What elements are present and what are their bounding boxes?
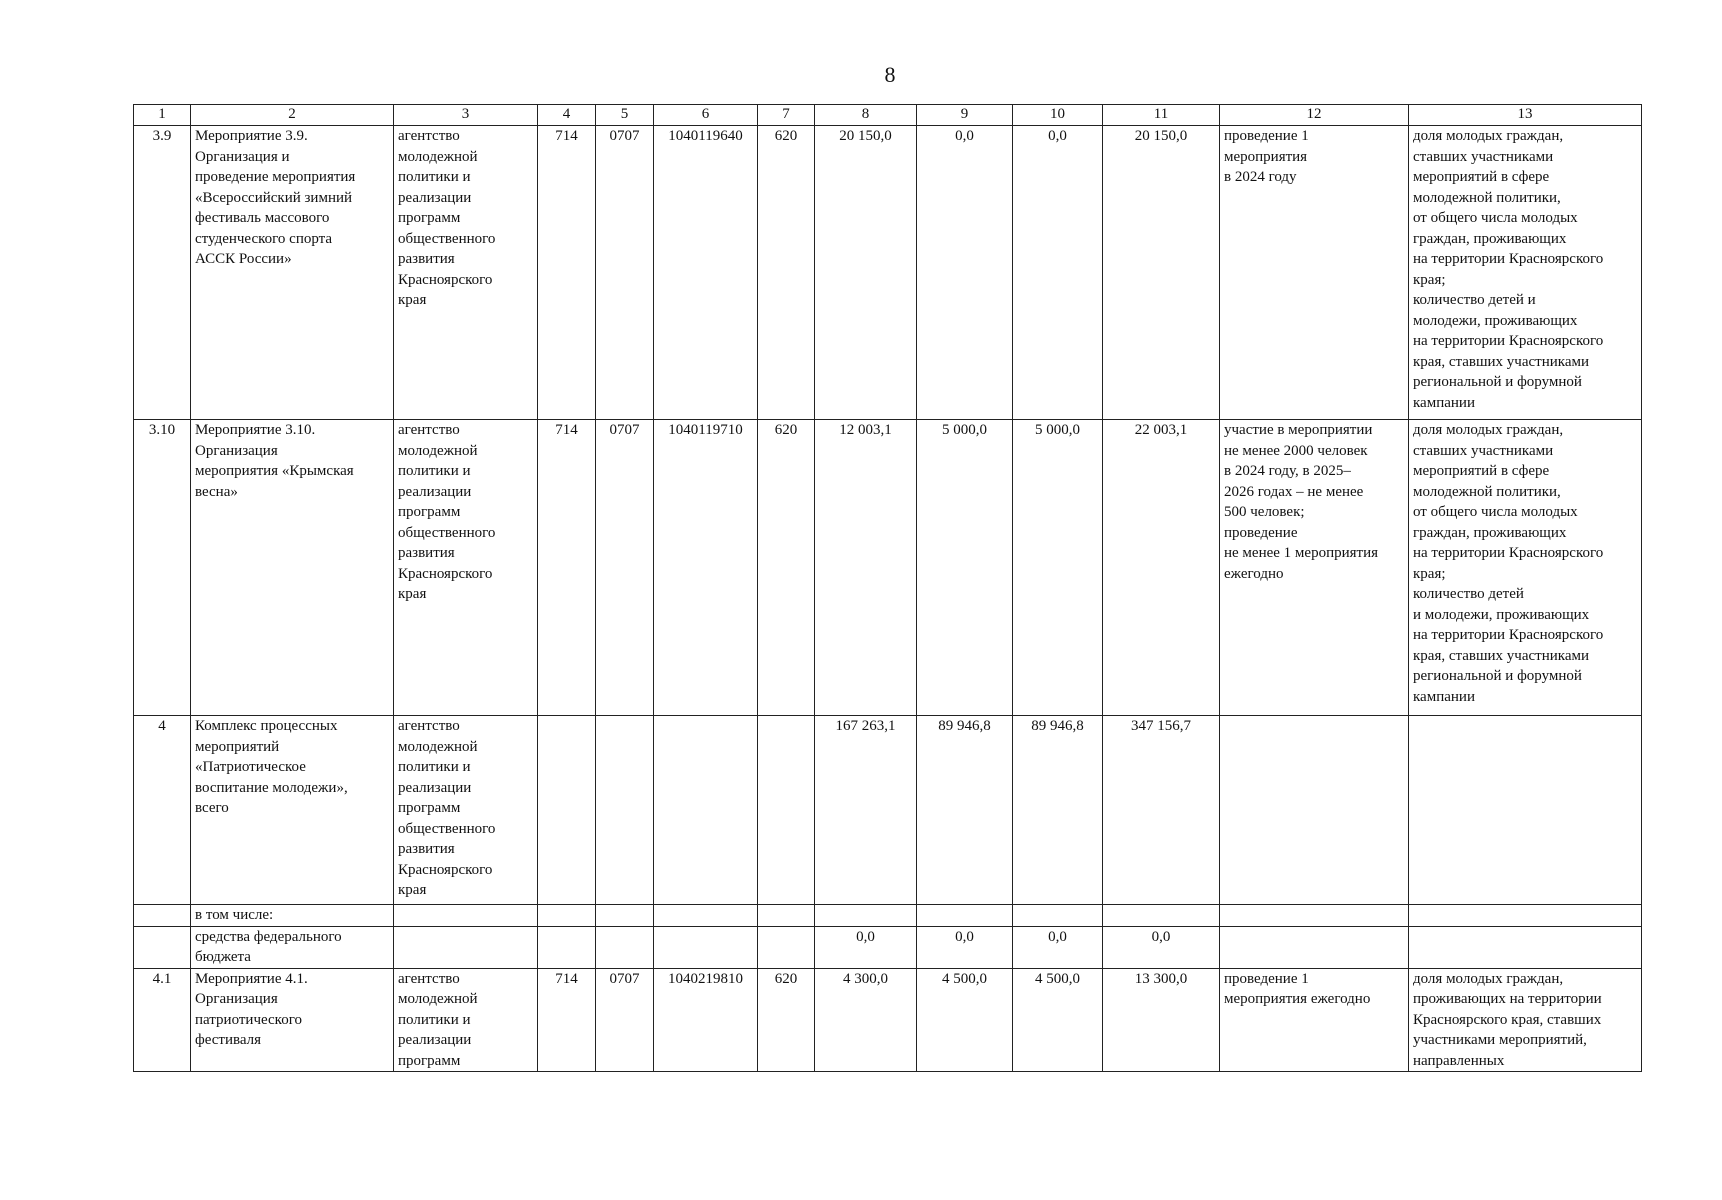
column-number: 2 [191, 105, 394, 126]
amount-total [1103, 905, 1220, 927]
column-number: 9 [917, 105, 1013, 126]
table-row [134, 716, 1642, 905]
table-row [134, 968, 1642, 1072]
section-code [596, 716, 654, 905]
responsible-agency: агентство молодежной политики и реализации программ [394, 968, 538, 1072]
row-number: 3.10 [134, 420, 191, 716]
row-number: 4 [134, 716, 191, 905]
responsible-agency: агентство молодежной политики и реализации программ общественного развития Красноярского края [394, 420, 538, 716]
section-code: 0707 [596, 968, 654, 1072]
amount-2024: 4 300,0 [815, 968, 917, 1072]
responsible-agency [394, 905, 538, 927]
amount-2024: 12 003,1 [815, 420, 917, 716]
column-number: 10 [1013, 105, 1103, 126]
table-row [134, 926, 1642, 968]
indicator-impact: доля молодых граждан, проживающих на территории Красноярского края, ставших участниками мероприятий, направленных [1409, 968, 1642, 1072]
amount-2025: 0,0 [917, 926, 1013, 968]
column-number: 4 [538, 105, 596, 126]
target-article-code: 1040119710 [654, 420, 758, 716]
section-code: 0707 [596, 420, 654, 716]
row-number [134, 926, 191, 968]
column-number: 12 [1220, 105, 1409, 126]
expected-result [1220, 716, 1409, 905]
indicator-impact [1409, 716, 1642, 905]
expense-type-code: 620 [758, 420, 815, 716]
grbs-code [538, 716, 596, 905]
amount-2024: 167 263,1 [815, 716, 917, 905]
expected-result: проведение 1 мероприятия в 2024 году [1220, 126, 1409, 420]
amount-total: 22 003,1 [1103, 420, 1220, 716]
amount-2026: 0,0 [1013, 926, 1103, 968]
responsible-agency: агентство молодежной политики и реализации программ общественного развития Красноярского края [394, 716, 538, 905]
expense-type-code: 620 [758, 126, 815, 420]
expense-type-code [758, 905, 815, 927]
column-number: 8 [815, 105, 917, 126]
column-number: 3 [394, 105, 538, 126]
amount-2024 [815, 905, 917, 927]
page-number: 8 [884, 62, 896, 87]
amount-2026: 0,0 [1013, 126, 1103, 420]
column-number: 7 [758, 105, 815, 126]
grbs-code [538, 905, 596, 927]
indicator-impact: доля молодых граждан, ставших участниками мероприятий в сфере молодежной политики, от общего числа молодых граждан, проживающих на территории Красноярского края; количество детей и молодежи, проживающих на территории Красноярского края, ставших участниками региональной и форумной кампании [1409, 126, 1642, 420]
column-number: 1 [134, 105, 191, 126]
amount-2025: 0,0 [917, 126, 1013, 420]
table-row [134, 905, 1642, 927]
indicator-impact [1409, 926, 1642, 968]
activity-name: Мероприятие 3.9. Организация и проведение мероприятия «Всероссийский зимний фестиваль массового студенческого спорта АССК России» [191, 126, 394, 420]
grbs-code: 714 [538, 420, 596, 716]
section-code [596, 926, 654, 968]
section-code [596, 905, 654, 927]
amount-2024: 0,0 [815, 926, 917, 968]
column-number: 11 [1103, 105, 1220, 126]
expense-type-code: 620 [758, 968, 815, 1072]
column-number: 5 [596, 105, 654, 126]
indicator-impact [1409, 905, 1642, 927]
row-number: 4.1 [134, 968, 191, 1072]
responsible-agency [394, 926, 538, 968]
amount-2024: 20 150,0 [815, 126, 917, 420]
amount-2026: 89 946,8 [1013, 716, 1103, 905]
table-row [134, 420, 1642, 716]
expense-type-code [758, 926, 815, 968]
row-number: 3.9 [134, 126, 191, 420]
amount-total: 0,0 [1103, 926, 1220, 968]
amount-total: 13 300,0 [1103, 968, 1220, 1072]
target-article-code: 1040219810 [654, 968, 758, 1072]
section-code: 0707 [596, 126, 654, 420]
activity-name: Комплекс процессных мероприятий «Патриотическое воспитание молодежи», всего [191, 716, 394, 905]
table-row [134, 126, 1642, 420]
column-number: 13 [1409, 105, 1642, 126]
activity-name: Мероприятие 4.1. Организация патриотического фестиваля [191, 968, 394, 1072]
column-number-row [134, 105, 1642, 126]
target-article-code [654, 926, 758, 968]
amount-2026: 4 500,0 [1013, 968, 1103, 1072]
grbs-code: 714 [538, 126, 596, 420]
amount-2025: 4 500,0 [917, 968, 1013, 1072]
activity-name: средства федерального бюджета [191, 926, 394, 968]
amount-2025 [917, 905, 1013, 927]
activity-name: Мероприятие 3.10. Организация мероприятия «Крымская весна» [191, 420, 394, 716]
expense-type-code [758, 716, 815, 905]
amount-2026 [1013, 905, 1103, 927]
amount-2025: 89 946,8 [917, 716, 1013, 905]
target-article-code [654, 905, 758, 927]
expected-result: проведение 1 мероприятия ежегодно [1220, 968, 1409, 1072]
grbs-code: 714 [538, 968, 596, 1072]
grbs-code [538, 926, 596, 968]
responsible-agency: агентство молодежной политики и реализации программ общественного развития Красноярского края [394, 126, 538, 420]
amount-total: 347 156,7 [1103, 716, 1220, 905]
amount-2026: 5 000,0 [1013, 420, 1103, 716]
expected-result [1220, 905, 1409, 927]
expected-result: участие в мероприятии не менее 2000 человек в 2024 году, в 2025– 2026 годах – не менее 500 человек; проведение не менее 1 мероприятия ежегодно [1220, 420, 1409, 716]
activity-name: в том числе: [191, 905, 394, 927]
expected-result [1220, 926, 1409, 968]
program-table [133, 104, 1642, 1072]
amount-2025: 5 000,0 [917, 420, 1013, 716]
target-article-code: 1040119640 [654, 126, 758, 420]
amount-total: 20 150,0 [1103, 126, 1220, 420]
column-number: 6 [654, 105, 758, 126]
row-number [134, 905, 191, 927]
indicator-impact: доля молодых граждан, ставших участниками мероприятий в сфере молодежной политики, от общего числа молодых граждан, проживающих на территории Красноярского края; количество детей и молодежи, проживающих на территории Красноярского края, ставших участниками региональной и форумной кампании [1409, 420, 1642, 716]
target-article-code [654, 716, 758, 905]
